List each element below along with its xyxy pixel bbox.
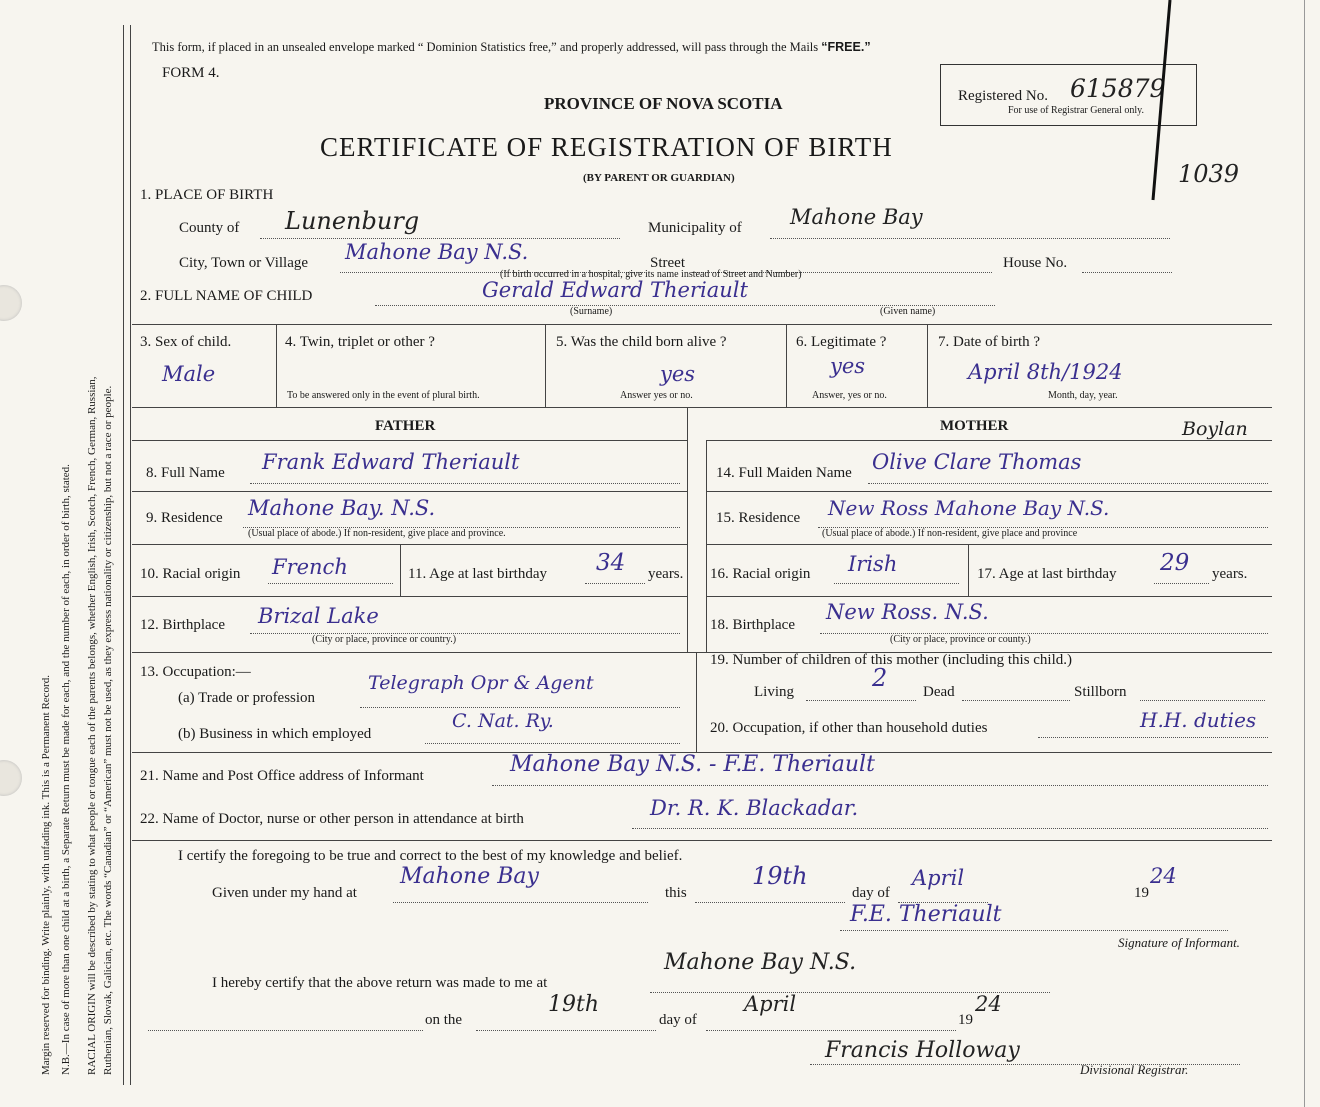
father-name-value: Frank Edward Theriault — [262, 450, 520, 474]
parent-rule-1 — [132, 491, 687, 492]
living-label: Living — [754, 684, 794, 700]
street-label: Street — [650, 255, 685, 271]
father-age-value: 34 — [596, 550, 626, 576]
given-year-prefix: 19 — [1134, 885, 1149, 901]
row-divider-bottom — [132, 407, 1272, 408]
alive-label: 5. Was the child born alive ? — [556, 334, 727, 350]
registrar-place-value: Mahone Bay N.S. — [664, 950, 857, 975]
race-age-divider-mother — [968, 544, 969, 596]
margin-rule — [123, 25, 124, 1085]
informant-label: 21. Name and Post Office address of Informant — [140, 768, 424, 784]
registrar-year-prefix: 19 — [958, 1012, 973, 1028]
mother-age-line — [1154, 583, 1209, 584]
given-day-line — [695, 902, 845, 903]
registrar-month-value: April — [744, 992, 797, 1016]
mother-years: years. — [1212, 566, 1248, 582]
child-name-label: 2. FULL NAME OF CHILD — [140, 288, 313, 304]
mother-race-value: Irish — [848, 552, 898, 576]
father-trade-label: (a) Trade or profession — [178, 690, 316, 706]
father-name-line — [250, 483, 680, 484]
father-age-label: 11. Age at last birthday — [408, 566, 547, 582]
legitimate-value: yes — [830, 354, 866, 378]
col-divider-1 — [276, 324, 277, 407]
mother-birthplace-label: 18. Birthplace — [710, 617, 795, 633]
mother-birthplace-line — [820, 633, 1268, 634]
registrar-day-value: 19th — [548, 992, 600, 1017]
stillborn-line — [1140, 700, 1265, 701]
given-day-value: 19th — [752, 862, 808, 890]
father-birthplace-value: Brizal Lake — [258, 604, 379, 628]
house-no-label: House No. — [1003, 255, 1068, 271]
parent-rule-2 — [132, 544, 687, 545]
given-place-line — [393, 902, 648, 903]
informant-signature-label: Signature of Informant. — [1118, 935, 1240, 950]
punch-hole-top — [0, 285, 22, 321]
certify-rule — [132, 840, 1272, 841]
mail-notice-free: “FREE.” — [821, 40, 871, 54]
margin-note-4: Ruthenian, Slovak, Galician, etc. The words “Canadian” or “American” must not be used, as they express nationality or citizenship, but not a race or people. — [102, 385, 114, 1075]
registrar-statement: I hereby certify that the above return was made to me at — [212, 975, 548, 991]
dead-line — [962, 700, 1070, 701]
mother-residence-label: 15. Residence — [716, 510, 801, 526]
col-divider-3 — [786, 324, 787, 407]
mother-name-value: Olive Clare Thomas — [872, 450, 1082, 474]
registrar-month-line — [706, 1030, 956, 1031]
legitimate-label: 6. Legitimate ? — [796, 334, 887, 350]
dob-value: April 8th/1924 — [968, 360, 1123, 384]
mother-name-line — [868, 483, 1268, 484]
child-name-value: Gerald Edward Theriault — [482, 278, 748, 302]
mother-occupation-value: H.H. duties — [1140, 708, 1257, 732]
margin-rule-2 — [130, 25, 131, 1085]
dead-label: Dead — [923, 684, 955, 700]
registrar-note: For use of Registrar General only. — [1008, 105, 1144, 116]
occupation-divider — [696, 652, 697, 752]
mother-birthplace-note: (City or place, province or county.) — [890, 634, 1031, 645]
county-value: Lunenburg — [285, 207, 420, 235]
municipality-label: Municipality of — [648, 220, 742, 236]
place-of-birth-label: 1. PLACE OF BIRTH — [140, 187, 274, 203]
right-edge-rule — [1304, 0, 1305, 1107]
parent-divider-right — [706, 440, 707, 652]
margin-note-2: N.B.—In case of more than one child at a birth, a Separate Return must be made for each, and the number of each, in order of birth, stated. — [60, 464, 72, 1075]
doctor-label: 22. Name of Doctor, nurse or other person in attendance at birth — [140, 811, 524, 827]
mother-race-line — [834, 583, 959, 584]
father-business-label: (b) Business in which employed — [178, 726, 372, 742]
informant-signature: F.E. Theriault — [850, 902, 1002, 927]
form-number: FORM 4. — [162, 65, 220, 81]
given-day-of-label: day of — [852, 885, 890, 901]
parent-rule-1b — [706, 491, 1272, 492]
mother-heading: MOTHER — [940, 418, 1009, 434]
given-label: Given under my hand at — [212, 885, 357, 901]
registrar-day-line — [476, 1030, 656, 1031]
sex-label: 3. Sex of child. — [140, 334, 232, 350]
race-age-divider-father — [400, 544, 401, 596]
father-heading-rule — [132, 440, 687, 441]
mother-name-label: 14. Full Maiden Name — [716, 465, 852, 481]
father-trade-value: Telegraph Opr & Agent — [368, 672, 594, 694]
sex-value: Male — [162, 362, 216, 386]
father-residence-label: 9. Residence — [146, 510, 223, 526]
dob-label: 7. Date of birth ? — [938, 334, 1041, 350]
twin-note: To be answered only in the event of plural birth. — [287, 390, 480, 401]
father-birthplace-label: 12. Birthplace — [140, 617, 225, 633]
given-year-value: 24 — [1150, 864, 1177, 888]
mail-notice-text: This form, if placed in an unsealed envelope marked “ Dominion Statistics free,” and properly addressed, will pass through the Mails — [152, 40, 822, 54]
father-occupation-label: 13. Occupation:— — [140, 664, 251, 680]
legitimate-note: Answer, yes or no. — [812, 390, 887, 401]
mother-residence-note: (Usual place of abode.) If non-resident, give place and province — [822, 528, 1078, 539]
registrar-year-value: 24 — [975, 992, 1002, 1016]
alive-value: yes — [660, 362, 696, 386]
municipality-line — [770, 238, 1170, 239]
father-years: years. — [648, 566, 684, 582]
certificate-title: CERTIFICATE OF REGISTRATION OF BIRTH — [320, 132, 893, 162]
stillborn-label: Stillborn — [1074, 684, 1127, 700]
registered-label: Registered No. — [958, 88, 1048, 104]
mother-race-label: 16. Racial origin — [710, 566, 811, 582]
father-trade-line — [360, 707, 680, 708]
doctor-value: Dr. R. K. Blackadar. — [650, 796, 859, 820]
living-line — [806, 700, 916, 701]
father-name-label: 8. Full Name — [146, 465, 225, 481]
mother-occupation-line — [1038, 737, 1268, 738]
doctor-line — [632, 828, 1268, 829]
house-no-line — [1082, 272, 1172, 273]
parent-rule-3 — [132, 596, 687, 597]
col-divider-4 — [927, 324, 928, 407]
father-age-line — [585, 583, 645, 584]
registrar-lead-line — [148, 1030, 423, 1031]
registrar-signature: Francis Holloway — [825, 1038, 1020, 1063]
mother-occupation-label: 20. Occupation, if other than household duties — [710, 720, 988, 736]
dob-note: Month, day, year. — [1048, 390, 1118, 401]
father-residence-note: (Usual place of abode.) If non-resident, give place and province. — [248, 528, 506, 539]
registrar-signature-label: Divisional Registrar. — [1080, 1062, 1189, 1077]
living-value: 2 — [872, 664, 888, 692]
on-the-label: on the — [425, 1012, 463, 1028]
children-count-label: 19. Number of children of this mother (including this child.) — [710, 652, 1073, 668]
col-divider-2 — [545, 324, 546, 407]
margin-note-1: Margin reserved for binding. Write plainly, with unfading ink. This is a Permanent Record. — [40, 675, 52, 1075]
margin-number: 1039 — [1178, 160, 1240, 188]
given-place-value: Mahone Bay — [400, 864, 539, 889]
given-name-note: (Given name) — [880, 306, 936, 317]
twin-label: 4. Twin, triplet or other ? — [285, 334, 435, 350]
father-race-label: 10. Racial origin — [140, 566, 241, 582]
given-month-value: April — [912, 866, 965, 890]
margin-note-3: RACIAL ORIGIN will be described by stating to what people or tongue each of the parents belongs, whether English, Irish, Scotch, French, German, Russian, — [86, 376, 98, 1075]
parent-rule-2b — [706, 544, 1272, 545]
ink-stroke — [1125, 0, 1185, 210]
hospital-note: (If birth occurred in a hospital, give its name instead of Street and Number) — [500, 269, 802, 280]
row-divider-top — [132, 324, 1272, 325]
certificate-subtitle: (BY PARENT OR GUARDIAN) — [583, 172, 735, 184]
mother-age-value: 29 — [1160, 550, 1190, 576]
certify-statement: I certify the foregoing to be true and correct to the best of my knowledge and belief. — [178, 848, 683, 864]
father-business-line — [425, 743, 680, 744]
county-line — [260, 238, 620, 239]
city-label: City, Town or Village — [179, 255, 309, 271]
father-birthplace-note: (City or place, province or country.) — [312, 634, 457, 645]
registrar-day-of-label: day of — [659, 1012, 697, 1028]
mother-residence-value: New Ross Mahone Bay N.S. — [828, 496, 1110, 520]
province-title: PROVINCE OF NOVA SCOTIA — [544, 94, 783, 113]
parent-divider-left — [687, 407, 688, 652]
parent-rule-4 — [132, 652, 1272, 653]
registered-number: 615879 — [1070, 74, 1166, 103]
informant-signature-line — [840, 930, 1228, 931]
punch-hole-bottom — [0, 760, 22, 796]
mother-age-label: 17. Age at last birthday — [977, 566, 1117, 582]
mail-notice — [152, 40, 871, 55]
mother-heading-rule — [706, 440, 1272, 441]
mother-birthplace-value: New Ross. N.S. — [826, 600, 989, 624]
this-label: this — [665, 885, 687, 901]
father-business-value: C. Nat. Ry. — [452, 710, 554, 732]
county-label: County of — [179, 220, 240, 236]
informant-value: Mahone Bay N.S. - F.E. Theriault — [510, 752, 875, 777]
parent-rule-3b — [706, 596, 1272, 597]
father-race-value: French — [272, 555, 348, 579]
father-heading: FATHER — [375, 418, 436, 434]
surname-note: (Surname) — [570, 306, 613, 317]
father-residence-value: Mahone Bay. N.S. — [248, 496, 436, 520]
mother-name-correction: Boylan — [1182, 418, 1248, 440]
alive-note: Answer yes or no. — [620, 390, 693, 401]
father-race-line — [268, 583, 393, 584]
city-value: Mahone Bay N.S. — [345, 240, 529, 264]
informant-line — [492, 785, 1268, 786]
municipality-value: Mahone Bay — [790, 205, 923, 229]
